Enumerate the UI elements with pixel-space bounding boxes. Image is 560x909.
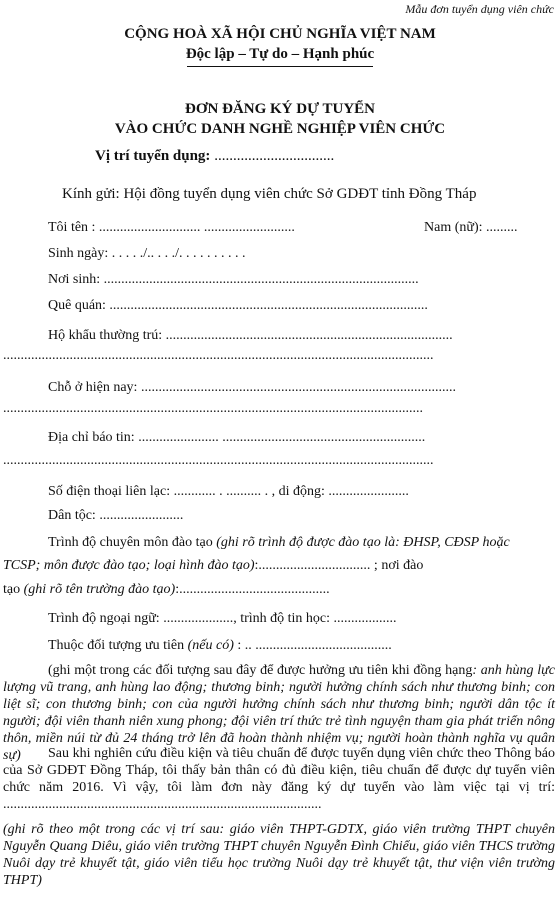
phone-field[interactable]: Số điện thoại liên lạc: ............ . .......... . , di động: ....................... [48, 484, 409, 499]
mailing-address-cont[interactable]: ........................................................................................................................... [3, 453, 434, 468]
mailing-address-field[interactable]: Địa chỉ báo tin: ....................... .......................................................... [48, 430, 426, 445]
dob-field[interactable]: Sinh ngày: . . . . ./.. . . ./. . . . . . . . . . [48, 246, 246, 261]
position-note: (ghi rõ theo một trong các vị trí sau: giáo viên THPT-GDTX, giáo viên trường THPT chuyên Nguyễn Quang Diêu, giáo viên trường THPT chuyên Nguyễn Đình Chiểu, giáo viên THCS trường Nuôi dạy trẻ khuyết tật, giáo viên tiểu học trường Nuôi dạy trẻ khuyết tật, thư viện viên trường THPT) [3, 822, 555, 888]
education-hint: (ghi rõ trình độ được đào tạo là: ĐHSP, CĐSP hoặc [216, 535, 510, 550]
priority-field[interactable] [48, 638, 392, 654]
education-line-3[interactable] [3, 582, 330, 598]
position-field[interactable]: ................................ [210, 148, 335, 164]
hometown-field[interactable]: Quê quán: ........................................................................................... [48, 298, 428, 313]
school-label: tạo [3, 582, 24, 597]
education-line-2[interactable] [3, 558, 423, 574]
school-hint: (ghi rõ tên trường đào tạo) [23, 582, 176, 597]
current-address-field[interactable]: Chỗ ở hiện nay: .......................................................................................... [48, 380, 456, 395]
form-title: ĐƠN ĐĂNG KÝ DỰ TUYỂN [184, 101, 375, 117]
priority-dots: : .. ....................................... [233, 638, 392, 653]
language-it-field[interactable]: Trình độ ngoại ngữ: ...................., trình độ tin học: .................. [48, 611, 397, 626]
education-label: Trình độ chuyên môn đào tạo [48, 535, 217, 550]
school-dots: :........................................... [175, 582, 330, 597]
education-line-1[interactable] [48, 535, 510, 551]
form-subtitle: VÀO CHỨC DANH NGHỀ NGHIỆP VIÊN CHỨC [114, 121, 446, 137]
national-header: CỘNG HOÀ XÃ HỘI CHỦ NGHĨA VIỆT NAM [124, 26, 436, 42]
position-label: Vị trí tuyển dụng: [95, 148, 211, 164]
priority-hint: (nếu có) [187, 638, 234, 653]
gender-field[interactable]: Nam (nữ): ......... [424, 220, 518, 235]
education-dots: :................................ ; nơi đào [254, 558, 424, 573]
current-address-cont[interactable]: ........................................................................................................................ [3, 401, 423, 416]
priority-note-intro: (ghi một trong các đối tượng sau đây để được hưởng ưu tiên khi đồng hạng [48, 663, 473, 678]
name-field[interactable]: Tôi tên : ............................. .......................... [48, 220, 295, 235]
residence-field[interactable]: Hộ khẩu thường trú: .................................................................................. [48, 328, 453, 343]
motto: Độc lập – Tự do – Hạnh phúc [185, 46, 375, 62]
priority-note-list: : anh hùng lực lượng vũ trang, anh hùng lao động; thương binh; người hưởng chính sách như thương binh; con liệt sĩ; con thương binh; con của người hưởng chính sách như thương binh; người dân tộc ít người; đội viên thanh niên xung phong; đội viên trí thức trẻ tình nguyện tham gia phát triển nông thôn, miền núi từ đủ 24 tháng trở lên đã hoàn thành nhiệm vụ; người hoàn thành nghĩa vụ quân sự) [3, 663, 555, 763]
motto-underline [187, 66, 373, 67]
declaration: Sau khi nghiên cứu điều kiện và tiêu chuẩn để được tuyển dụng viên chức theo Thông báo của Sở GDĐT Đồng Tháp, tôi thấy bản thân có đủ điều kiện, tiêu chuẩn để được dự tuyển viên chức năm 2016. Vì vậy, tôi làm đơn này đăng ký dự tuyển vào làm việc tại vị trí: ........................................................................................... [3, 746, 555, 812]
education-hint-cont: TCSP; môn được đào tạo; loại hình đào tạo) [3, 558, 255, 573]
birthplace-field[interactable]: Nơi sinh: .......................................................................................... [48, 272, 419, 287]
position-row [95, 148, 334, 165]
recipient: Kính gửi: Hội đồng tuyển dụng viên chức Sở GDĐT tỉnh Đồng Tháp [62, 186, 477, 202]
priority-label: Thuộc đối tượng ưu tiên [48, 638, 188, 653]
residence-field-cont[interactable]: ........................................................................................................................... [3, 348, 434, 363]
form-code: Mẫu đơn tuyển dụng viên chức [405, 2, 554, 16]
ethnicity-field[interactable]: Dân tộc: ........................ [48, 508, 184, 523]
